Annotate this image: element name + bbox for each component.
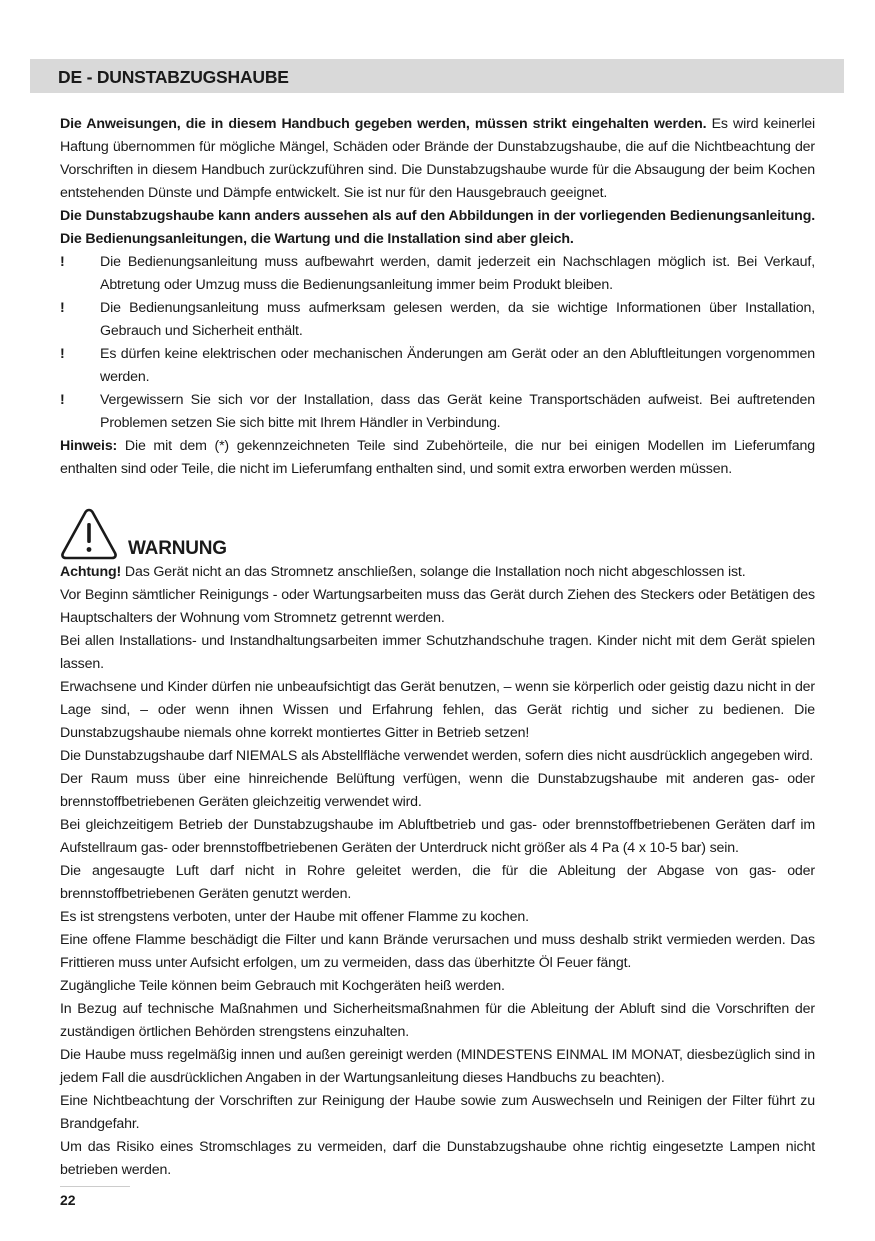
hinweis-text: Die mit dem (*) gekennzeichneten Teile sind Zubehörteile, die nur bei einigen Modellen im Lieferumfang enthalten sind oder Teile, die nicht im Lieferumfang enthalten sind, und somit extra erworben werden müssen. xyxy=(60,438,815,477)
warning-paragraph: Zugängliche Teile können beim Gebrauch mit Kochgeräten heiß werden. xyxy=(60,978,505,994)
warning-paragraph: Es ist strengstens verboten, unter der Haube mit offener Flamme zu kochen. xyxy=(60,909,529,925)
intro-bold-lead: Die Anweisungen, die in diesem Handbuch gegeben werden, müssen strikt eingehalten werden. xyxy=(60,116,707,132)
bullet-item xyxy=(60,251,815,297)
exclamation-mark: ! xyxy=(60,300,65,316)
bullet-text: Vergewissern Sie sich vor der Installation, dass das Gerät keine Transportschäden aufweist. Bei auftretenden Problemen setzen Sie sich bitte mit Ihrem Händler in Verbindung. xyxy=(100,392,815,431)
bullet-text: Die Bedienungsanleitung muss aufbewahrt werden, damit jederzeit ein Nachschlagen möglich ist. Bei Verkauf, Abtretung oder Umzug muss die Bedienungsanleitung immer beim Produkt bleiben. xyxy=(100,254,815,293)
intro-text: Es wird keinerlei Haftung übernommen für mögliche Mängel, Schäden oder Brände der Dunstabzugshaube, die auf die Nichtbeachtung der Vorschriften in diesem Handbuch zurückzuführen sind. Die Dunstabzugshaube wurde für die Absaugung der beim Kochen entstehenden Dünste und Dämpfe entwickelt. Sie ist nur für den Hausgebrauch geeignet. xyxy=(60,116,816,201)
achtung-paragraph xyxy=(60,561,815,584)
warning-paragraph: Die angesaugte Luft darf nicht in Rohre geleitet werden, die für die Ableitung der Abgase von gas- oder brennstoffbetriebenen Geräten genutzt werden. xyxy=(60,863,815,902)
section-title: DE - DUNSTABZUGSHAUBE xyxy=(58,67,289,87)
hinweis-label: Hinweis: xyxy=(60,438,118,454)
bullet-item xyxy=(60,389,815,435)
hinweis-paragraph xyxy=(60,435,815,481)
warning-paragraph: Die Haube muss regelmäßig innen und außen gereinigt werden (MINDESTENS EINMAL IM MONAT, diesbezüglich sind in jedem Fall die ausdrücklichen Angaben in der Wartungsanleitung dieses Handbuchs zu beachten). xyxy=(60,1047,815,1086)
exclamation-mark: ! xyxy=(60,392,65,408)
warning-paragraph: Erwachsene und Kinder dürfen nie unbeaufsichtigt das Gerät benutzen, – wenn sie körperlich oder geistig dazu nicht in der Lage sind, – oder wenn ihnen Wissen und Erfahrung fehlen, das Gerät richtig und sicher zu bedienen. Die Dunstabzugshaube niemals ohne korrekt montiertes Gitter in Betrieb setzen! xyxy=(60,679,815,741)
bullet-text: Es dürfen keine elektrischen oder mechanischen Änderungen am Gerät oder an den Abluftleitungen vorgenommen werden. xyxy=(100,346,815,385)
warning-paragraph: Um das Risiko eines Stromschlages zu vermeiden, darf die Dunstabzugshaube ohne richtig eingesetzte Lampen nicht betrieben werden. xyxy=(60,1139,815,1178)
warning-paragraph: Bei gleichzeitigem Betrieb der Dunstabzugshaube im Abluftbetrieb und gas- oder brennstoffbetriebenen Geräten darf im Aufstellraum gas- oder brennstoffbetriebenen Geräten der Unterdruck nicht größer als 4 Pa (4 x 10-5 bar) sein. xyxy=(60,817,815,856)
intro-bold-note: Die Dunstabzugshaube kann anders aussehen als auf den Abbildungen in der vorliegenden Bedienungsanleitung. Die Bedienungsanleitungen, die Wartung und die Installation sind aber gleich. xyxy=(60,208,815,247)
warning-paragraph: Vor Beginn sämtlicher Reinigungs - oder Wartungsarbeiten muss das Gerät durch Ziehen des Steckers oder Betätigen des Hauptschalters der Wohnung vom Stromnetz getrennt werden. xyxy=(60,587,815,626)
exclamation-mark: ! xyxy=(60,254,65,270)
achtung-text: Das Gerät nicht an das Stromnetz anschließen, solange die Installation noch nicht abgeschlossen ist. xyxy=(121,564,746,580)
warning-paragraph: Die Dunstabzugshaube darf NIEMALS als Abstellfläche verwendet werden, sofern dies nicht ausdrücklich angegeben wird. xyxy=(60,748,814,764)
bullet-item xyxy=(60,297,815,343)
exclamation-mark: ! xyxy=(60,346,65,362)
warning-triangle-icon xyxy=(60,507,118,561)
intro-paragraph xyxy=(60,113,815,205)
section-header-band xyxy=(30,59,844,93)
page-number: 22 xyxy=(60,1192,76,1208)
warning-paragraph: Eine offene Flamme beschädigt die Filter und kann Brände verursachen und muss deshalb strikt vermieden werden. Das Frittieren muss unter Aufsicht erfolgen, um zu vermeiden, dass das überhitzte Öl Feuer fängt. xyxy=(60,932,815,971)
warning-paragraph: Bei allen Installations- und Instandhaltungsarbeiten immer Schutzhandschuhe tragen. Kinder nicht mit dem Gerät spielen lassen. xyxy=(60,633,815,672)
warning-title: WARNUNG xyxy=(128,538,227,559)
bullet-item xyxy=(60,343,815,389)
footer-divider xyxy=(60,1186,130,1187)
document-body xyxy=(60,113,815,1182)
warning-paragraph: Der Raum muss über eine hinreichende Belüftung verfügen, wenn die Dunstabzugshaube mit anderen gas- oder brennstoffbetriebenen Geräten gleichzeitig verwendet wird. xyxy=(60,771,815,810)
warning-paragraph: Eine Nichtbeachtung der Vorschriften zur Reinigung der Haube sowie zum Auswechseln und Reinigen der Filter führt zu Brandgefahr. xyxy=(60,1093,815,1132)
warning-paragraph: In Bezug auf technische Maßnahmen und Sicherheitsmaßnahmen für die Ableitung der Abluft sind die Vorschriften der zuständigen örtlichen Behörden strengstens einzuhalten. xyxy=(60,1001,815,1040)
warning-heading xyxy=(60,503,815,561)
achtung-label: Achtung! xyxy=(60,564,122,580)
bullet-text: Die Bedienungsanleitung muss aufmerksam gelesen werden, da sie wichtige Informationen über Installation, Gebrauch und Sicherheit enthält. xyxy=(100,300,815,339)
